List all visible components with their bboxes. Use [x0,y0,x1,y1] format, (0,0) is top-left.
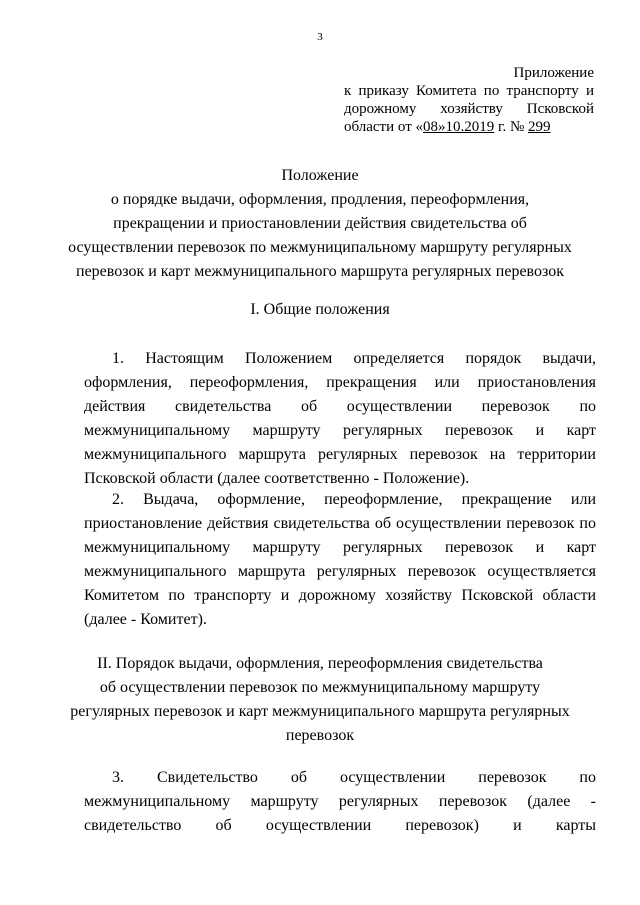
paragraph-line: межмуниципальному маршруту регулярных перевозок и карт [84,422,596,439]
section-heading-line: регулярных перевозок и карт межмуниципального маршрута регулярных [70,703,570,720]
document-title-line: осуществлении перевозок по межмуниципальному маршруту регулярных [68,239,572,256]
section-1-heading [60,298,580,322]
paragraph-line: 1. Настоящим Положением определяется порядок выдачи, [112,350,596,367]
paragraph-line: Комитетом по транспорту и дорожному хозяйству Псковской области [84,587,596,604]
paragraph-line: межмуниципального маршрута регулярных перевозок на территории [84,446,596,463]
paragraph-line: свидетельство об осуществлении перевозок) и карты [84,817,596,834]
appendix-date-line [344,118,594,136]
document-title-line: о порядке выдачи, оформления, продления, переоформления, [110,191,530,208]
paragraph-line: оформления, переоформления, прекращения или приостановления [84,374,596,391]
paragraph-1 [84,347,596,491]
appendix-date-prefix: области от « [344,119,423,135]
paragraph-line: действия свидетельства об осуществлении перевозок по [84,398,596,415]
document-title-line: перевозок и карт межмуниципального маршрута регулярных перевозок [76,263,564,280]
section-heading-line: II. Порядок выдачи, оформления, переоформления свидетельства [97,655,543,672]
paragraph-3 [84,766,596,838]
appendix-number: 299 [528,119,551,135]
appendix-header [344,64,594,136]
document-title-line: прекращении и приостановлении действия свидетельства об [113,215,527,232]
section-heading-line: I. Общие положения [250,301,390,318]
paragraph-line: приостановление действия свидетельства об осуществлении перевозок по [84,515,596,532]
section-heading-line: перевозок [285,727,355,744]
paragraph-line: межмуниципальному маршруту регулярных перевозок и карт [84,539,596,556]
document-title-line: Положение [281,167,359,184]
section-2-heading [60,652,580,748]
paragraph-line: 3. Свидетельство об осуществлении перевозок по [112,769,596,786]
appendix-line: дорожному хозяйству Псковской [344,101,594,117]
appendix-date-month-year: »10.2019 [438,119,495,135]
paragraph-line: (далее - Комитет). [84,611,207,628]
appendix-line: к приказу Комитета по транспорту и [344,83,594,99]
page-number: 3 [317,31,323,43]
paragraph-2 [84,488,596,632]
paragraph-line: Псковской области (далее соответственно - Положение). [84,470,470,487]
appendix-number-prefix: г. № [494,119,529,135]
paragraph-line: межмуниципальному маршруту регулярных перевозок (далее - [84,793,596,810]
appendix-date-day: 08 [423,119,438,135]
paragraph-line: 2. Выдача, оформление, переоформление, прекращение или [112,491,596,508]
section-heading-line: об осуществлении перевозок по межмуниципальному маршруту [99,679,541,696]
document-title [60,164,580,284]
paragraph-line: межмуниципального маршрута регулярных перевозок осуществляется [84,563,596,580]
appendix-title: Приложение [513,65,594,81]
